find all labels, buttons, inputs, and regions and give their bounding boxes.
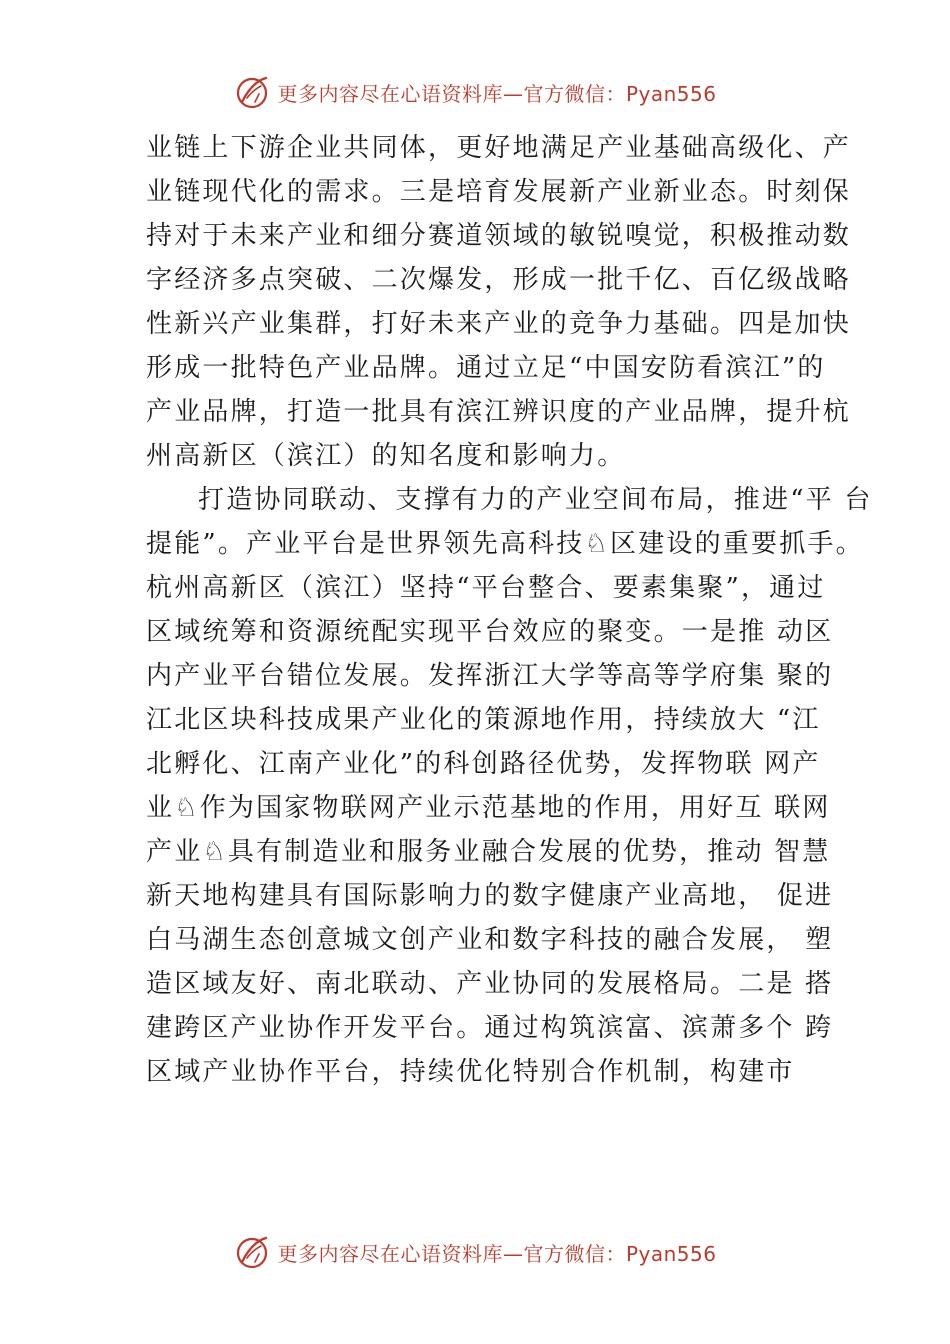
footer-banner-text: 更多内容尽在心语资料库—官方微信：Pyan556 <box>277 1241 717 1266</box>
paragraph-line: 业链现代化的需求。三是培育发展新产业新业态。时刻保 <box>146 177 852 207</box>
paragraph-line: 持对于未来产业和细分赛道领域的敏锐嗅觉，积极推动数 <box>146 221 852 251</box>
paragraph-line: 造区域友好、南北联动、产业协同的发展格局。二是 搭 <box>146 969 834 999</box>
paragraph-line: 州高新区（滨江）的知名度和影响力。 <box>146 441 626 471</box>
header-banner-text: 更多内容尽在心语资料库—官方微信：Pyan556 <box>277 81 717 106</box>
paragraph-line: 建跨区产业协作开发平台。通过构筑滨富、滨萧多个 跨 <box>146 1013 834 1043</box>
paragraph-line: 杭州高新区（滨江）坚持“平台整合、要素集聚”，通过 <box>146 573 826 603</box>
footer-banner-content <box>233 1232 716 1272</box>
paragraph-line: 性新兴产业集群，打好未来产业的竞争力基础。四是加快 <box>146 309 852 339</box>
paragraph-line: 业♘作为国家物联网产业示范基地的作用，用好互 联网 <box>146 793 831 823</box>
paragraph-line: 产业品牌，打造一批具有滨江辨识度的产业品牌，提升杭 <box>146 397 852 427</box>
document-body <box>146 126 873 1094</box>
paragraph-line: 字经济多点突破、二次爆发，形成一批千亿、百亿级战略 <box>146 265 852 295</box>
paragraph-line: 区域统筹和资源统配实现平台效应的聚变。一是推 动区 <box>146 617 834 647</box>
header-banner-content <box>233 72 716 112</box>
paragraph-line: 区域产业协作平台，持续优化特别合作机制，构建市 <box>146 1057 795 1087</box>
library-logo-icon <box>233 72 273 112</box>
paragraph-line: 业链上下游企业共同体，更好地满足产业基础高级化、产 <box>146 133 852 163</box>
paragraph-line: 内产业平台错位发展。发挥浙江大学等高等学府集 聚的 <box>146 661 834 691</box>
paragraph-first-line: 打造协同联动、支撑有力的产业空间布局，推进“平 台 <box>198 485 873 515</box>
footer-banner <box>0 1230 950 1274</box>
paragraph-line: 江北区块科技成果产业化的策源地作用，持续放大 “江 <box>146 705 821 735</box>
paragraph-line: 北孵化、江南产业化”的科创路径优势，发挥物联 网产 <box>146 749 821 779</box>
paragraph-line: 产业♘具有制造业和服务业融合发展的优势，推动 智慧 <box>146 837 831 867</box>
paragraph-line: 提能”。产业平台是世界领先高科技♘区建设的重要抓手。 <box>146 529 864 559</box>
paragraph-line: 新天地构建具有国际影响力的数字健康产业高地， 促进 <box>146 881 834 911</box>
paragraph-line: 白马湖生态创意城文创产业和数字科技的融合发展， 塑 <box>146 925 834 955</box>
paragraph-line: 形成一批特色产业品牌。通过立足“中国安防看滨江”的 <box>146 353 826 383</box>
header-banner <box>0 70 950 114</box>
library-logo-icon <box>233 1232 273 1272</box>
